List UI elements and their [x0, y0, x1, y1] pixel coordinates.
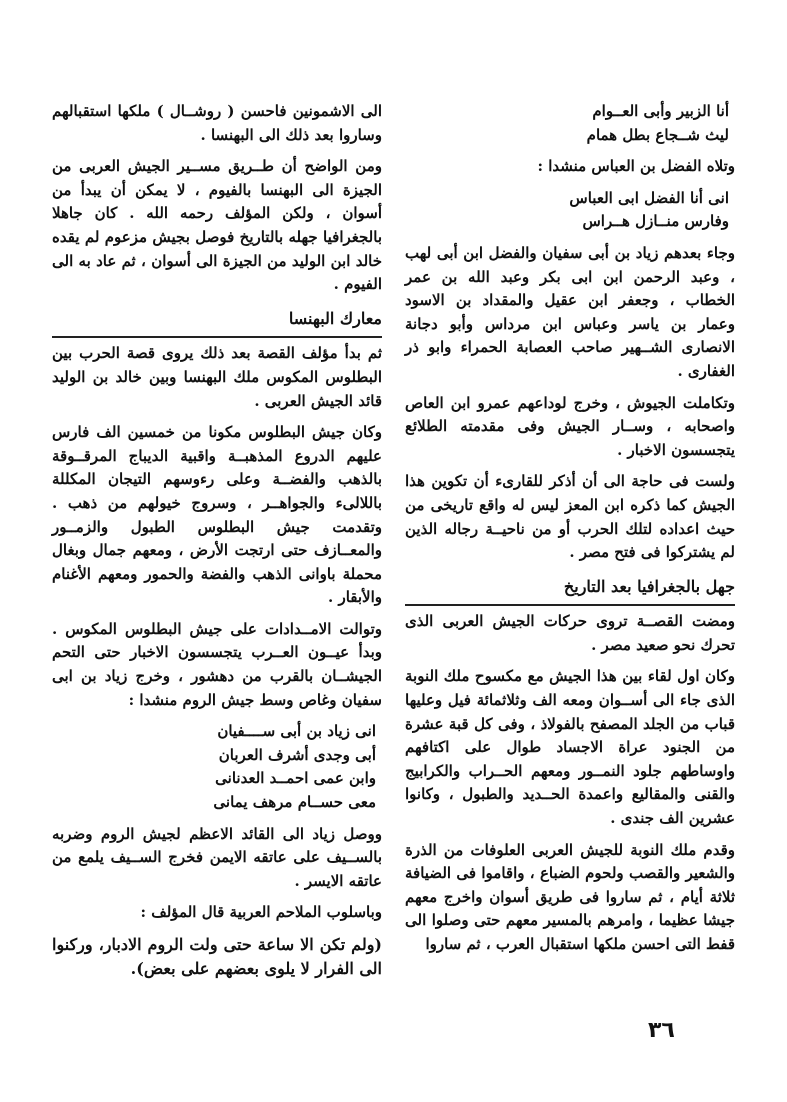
left-column — [52, 100, 382, 988]
paragraph: الى الاشمونين فاحسن ( روشــال ) ملكها استقبالهم وساروا بعد ذلك الى البهنسا . — [52, 102, 382, 144]
paragraph: وكان اول لقاء بين هذا الجيش مع مكسوح ملك النوبة الذى جاء الى أســوان ومعه الف وثلاثمائة فيل وعليها قباب من الجلد المصفح بالفولاذ ، وفى كل قبة عشرة من الجنود عراة الاجساد طوال على اكتافهم واوساطهم جلود النمــور ومعهم الحــراب والكرابيج والقنى والمقاليع واعمدة الحــديد والطبول ، وكانوا عشرين الف جندى . — [405, 667, 735, 828]
section-heading: جهل بالجغرافيا بعد التاريخ — [563, 576, 735, 596]
paragraph: ولست فى حاجة الى أن أذكر للقارىء أن تكوين هذا الجيش كما ذكره ابن المعز ليس له واقع تاريخى من حيث اعداده لتلك الحرب أو من ناحيــة رجاله الذين لم يشتركوا فى فتح مصر . — [405, 472, 735, 562]
paragraph: ثم بدأ مؤلف القصة بعد ذلك يروى قصة الحرب بين البطلوس المكوس ملك البهنسا وبين خالد بن الوليد قائد الجيش العربى . — [52, 344, 382, 410]
paragraph: وتوالت الامــدادات على جيش البطلوس المكوس . وبدأ عيــون العــرب يتجسسون الاخبار حتى التحم الجيشــان بالقرب من دهشور ، وخرج زياد بن ابى سفيان وغاص وسط جيش الروم منشدا : — [52, 619, 382, 709]
paragraph: ووصل زياد الى القائد الاعظم لجيش الروم وضربه بالســيف على عاتقه الايمن فخرج الســيف يلمع من عاتقه الايسر . — [52, 824, 382, 890]
section-heading: معارك البهنسا — [288, 308, 382, 328]
paragraph: وجاء بعدهم زياد بن أبى سفيان والفضل ابن أبى لهب ، وعبد الرحمن ابن ابى بكر وعبد الله بن عمر الخطاب ، وجعفر ابن عقيل والمقداد بن الاسود وعمار بن ياسر وعباس ابن مرداس وأبو دجانة الانصارى الشــهير صاحب العصابة الحمراء وابو ذر الغفارى . — [405, 243, 735, 380]
paragraph: وتكاملت الجيوش ، وخرج لوداعهم عمرو ابن العاص واصحابه ، وســار الجيش وفى مقدمته الطلائع يتجسسون الاخبار . — [405, 393, 735, 459]
page-number: ٣٦ — [648, 1018, 675, 1043]
poem-verse: انى زياد بن أبى ســــفيان أبى وجدى أشرف العربان وابن عمى احمــد العدنانى معى حســام مرهف يمانى — [213, 722, 376, 812]
poem-verse: أنا الزبير وأبى العــوام ليث شــجاع بطل همام — [586, 102, 729, 144]
paragraph: وباسلوب الملاحم العربية قال المؤلف : — [140, 903, 382, 922]
poem-verse: انى أنا الفضل ابى العباس وفارس منــازل هــراس — [569, 188, 729, 231]
quoted-text: (ولم تكن الا ساعة حتى ولت الروم الادبار، وركنوا الى الفرار لا يلوى بعضهم على بعض). — [52, 935, 382, 978]
right-column — [405, 100, 735, 965]
paragraph: وقدم ملك النوبة للجيش العربى العلوفات من الذرة والشعير والقصب ولحوم الضباع ، واقاموا فى الضيافة ثلاثة أيام ، ثم ساروا فى طريق أسوان واخرج معهم جيشا عظيما ، وامرهم بالمسير معهم حتى وصلوا الى قفط التى احسن ملكها استقبال العرب ، ثم ساروا — [405, 840, 735, 953]
paragraph: ومن الواضح أن طــريق مســير الجيش العربى من الجيزة الى البهنسا بالفيوم ، لا يمكن أن يبدأ من أسوان ، ولكن المؤلف رحمه الله . كان جاهلا بالجغرافيا جهله بالتاريخ فوصل بجيش مزعوم لم يقده خالد ابن الوليد من الجيزة الى أسوان ، ثم عاد به الى الفيوم . — [52, 157, 382, 294]
paragraph: وتلاه الفضل بن العباس منشدا : — [537, 157, 735, 176]
heading-divider — [405, 604, 735, 606]
heading-divider — [52, 336, 382, 338]
paragraph: ومضت القصــة تروى حركات الجيش العربى الذى تحرك نحو صعيد مصر . — [405, 612, 735, 654]
paragraph: وكان جيش البطلوس مكونا من خمسين الف فارس عليهم الدروع المذهبــة واقبية الديباج المرقــوقة بالذهب والفضــة وعلى رءوسهم التيجان المكللة باللالىء والجواهــر ، وسروج خيولهم من ذهب . وتقدمت جيش البطلوس الطبول والزمــور والمعــازف حتى ارتجت الأرض ، ومعهم جمال وبغال محملة باوانى الذهب والفضة والحمور ومعهم الأغنام والأبقار . — [52, 423, 382, 607]
